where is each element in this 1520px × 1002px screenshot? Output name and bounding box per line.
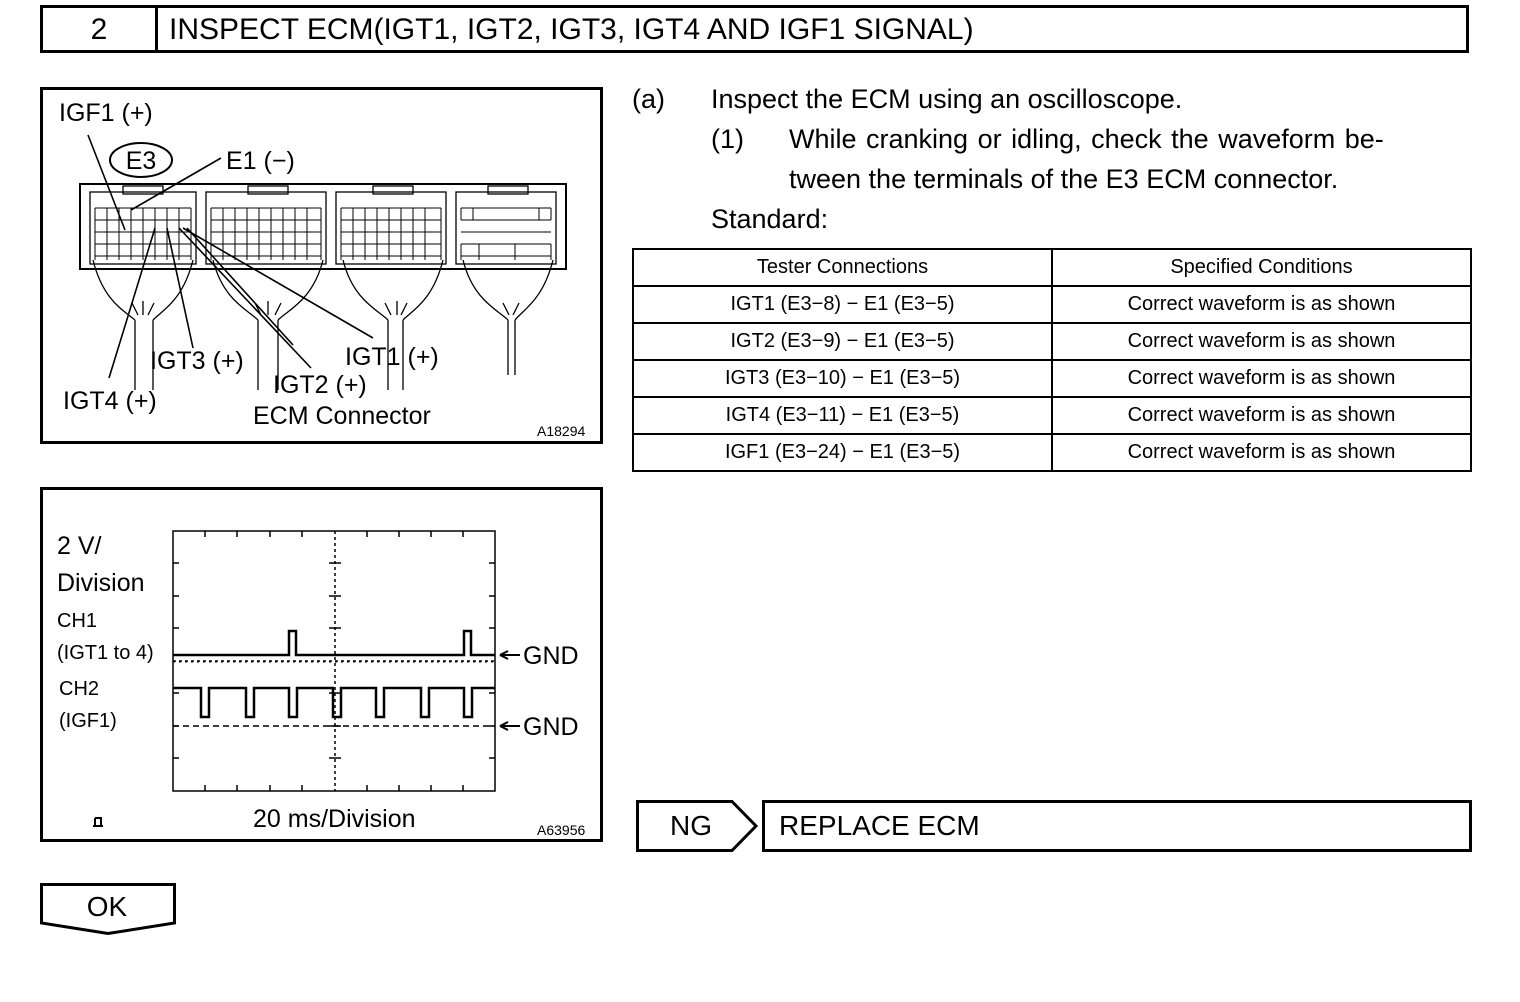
waveform-figure: [40, 487, 603, 842]
step-number: 2: [43, 8, 158, 50]
figure-id: A18294: [537, 423, 586, 439]
table-cell-connection: IGT3 (E3−10) − E1 (E3−5): [633, 360, 1052, 397]
oscilloscope-waveform: [43, 490, 600, 839]
standard-label: Standard:: [711, 204, 829, 234]
table-cell-condition: Correct waveform is as shown: [1052, 434, 1471, 471]
voltage-scale-label: 2 V/: [57, 532, 102, 560]
table-header-row: [633, 249, 1471, 286]
table-cell-condition: Correct waveform is as shown: [1052, 286, 1471, 323]
ch2-gnd-label: GND: [523, 713, 579, 741]
table-cell-connection: IGT1 (E3−8) − E1 (E3−5): [633, 286, 1052, 323]
time-scale-label: 20 ms/Division: [253, 805, 416, 833]
header-tester-connections: Tester Connections: [633, 249, 1052, 286]
e3-label: E3: [125, 147, 157, 175]
igt3-label: IGT3 (+): [150, 347, 244, 375]
ok-label: OK: [86, 891, 128, 922]
ch2-desc: (IGF1): [59, 710, 117, 732]
ecm-connector-diagram: [43, 90, 600, 441]
igt4-label: IGT4 (+): [63, 387, 157, 415]
step-1-line2: tween the terminals of the E3 ECM connector.: [789, 164, 1339, 194]
ng-tag: [636, 800, 760, 852]
table-row: [633, 397, 1471, 434]
step-a-text: Inspect the ECM using an oscilloscope.: [711, 84, 1183, 114]
table-row: [633, 360, 1471, 397]
table-row: [633, 434, 1471, 471]
step-title: INSPECT ECM(IGT1, IGT2, IGT3, IGT4 AND IGF1 SIGNAL): [169, 13, 974, 46]
ch1-label: CH1: [57, 610, 98, 632]
igt2-label: IGT2 (+): [273, 371, 367, 399]
ng-action-text: REPLACE ECM: [779, 810, 980, 841]
table-row: [633, 286, 1471, 323]
step-a-marker: (a): [632, 84, 665, 114]
ok-tag: [40, 883, 176, 935]
ch1-gnd-label: GND: [523, 642, 579, 670]
e1-label: E1 (−): [226, 147, 295, 175]
ground-symbol-icon: [93, 818, 103, 826]
table-row: [633, 323, 1471, 360]
table-cell-condition: Correct waveform is as shown: [1052, 360, 1471, 397]
table-cell-connection: IGT4 (E3−11) − E1 (E3−5): [633, 397, 1052, 434]
igf1-label: IGF1 (+): [59, 99, 153, 127]
step-1-line1: While cranking or idling, check the waveform be-: [789, 124, 1384, 154]
ch1-desc: (IGT1 to 4): [57, 642, 154, 664]
figure-id: A63956: [537, 822, 586, 838]
table-cell-condition: Correct waveform is as shown: [1052, 397, 1471, 434]
igt1-label: IGT1 (+): [345, 343, 439, 371]
ecm-connector-figure: [40, 87, 603, 444]
table-cell-connection: IGT2 (E3−9) − E1 (E3−5): [633, 323, 1052, 360]
ch2-label: CH2: [59, 678, 100, 700]
header-specified-conditions: Specified Conditions: [1052, 249, 1471, 286]
ng-action-box: [762, 800, 1472, 852]
voltage-scale-label-2: Division: [57, 569, 145, 597]
step-1-marker: (1): [711, 124, 744, 154]
step-header: [40, 5, 1469, 53]
connector-caption: ECM Connector: [253, 402, 431, 430]
table-cell-connection: IGF1 (E3−24) − E1 (E3−5): [633, 434, 1052, 471]
ng-label: NG: [670, 810, 712, 841]
table-cell-condition: Correct waveform is as shown: [1052, 323, 1471, 360]
spec-table: [632, 248, 1472, 472]
